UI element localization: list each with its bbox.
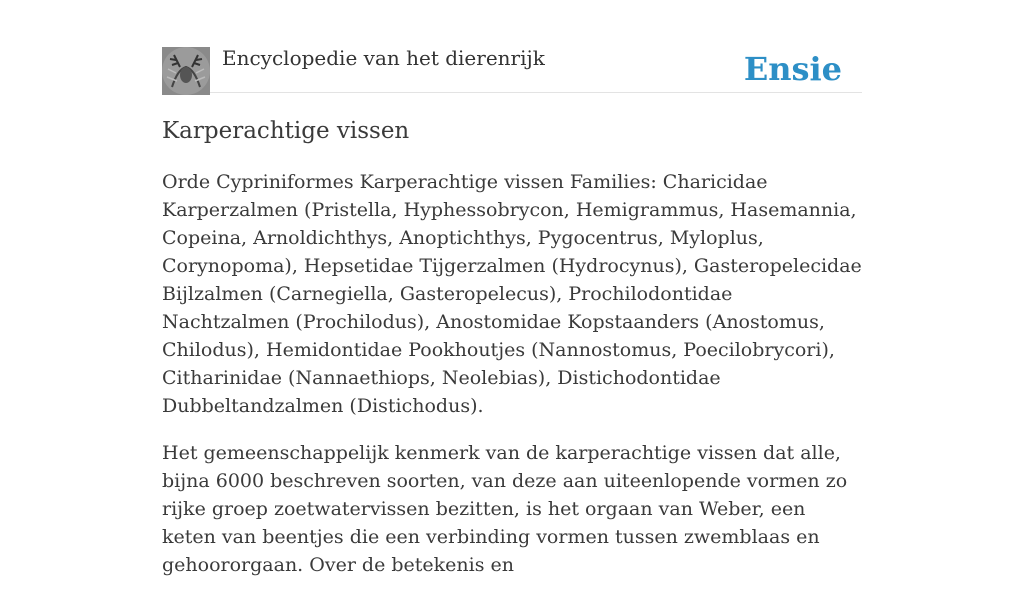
article-paragraph: Het gemeenschappelijk kenmerk van de karperachtige vissen dat alle, bijna 6000 beschreven soorten, van deze aan uiteenlopende vormen zo rijke groep zoetwatervissen bezitten, is het orgaan van Weber, een keten van beentjes die een verbinding vormen tussen zwemblaas en gehoororgaan. Over de betekenis en bbox=[162, 442, 848, 576]
page-title: Karperachtige vissen bbox=[162, 118, 410, 144]
ensie-logo[interactable]: Ensie bbox=[743, 50, 842, 88]
article-paragraph: Orde Cypriniformes Karperachtige vissen Families: Charicidae Karperzalmen (Pristella, Hyphessobrycon, Hemigrammus, Hasemannia, Copeina, Arnoldichthys, Anoptichthys, Pygocentrus, Myloplus, Corynopoma), Hepsetidae Tijgerzalmen (Hydrocynus), Gasteropelecidae Bijlzalmen (Carnegiella, Gasteropelecus), Prochilodontidae Nachtzalmen (Prochilodus), Anostomidae Kopstaanders (Anostomus, Chilodus), Hemidontidae Pookhoutjes (Nannostomus, Poecilobrycori), Citharinidae (Nannaethiops, Neolebias), Distichodontidae Dubbeltandzalmen (Distichodus). bbox=[162, 171, 862, 417]
article-body bbox=[162, 168, 862, 598]
page-container bbox=[162, 0, 862, 576]
source-avatar[interactable] bbox=[162, 47, 210, 95]
source-header bbox=[162, 0, 862, 93]
source-title[interactable]: Encyclopedie van het dierenrijk bbox=[222, 46, 545, 70]
deer-antler-illustration-icon bbox=[162, 47, 210, 95]
